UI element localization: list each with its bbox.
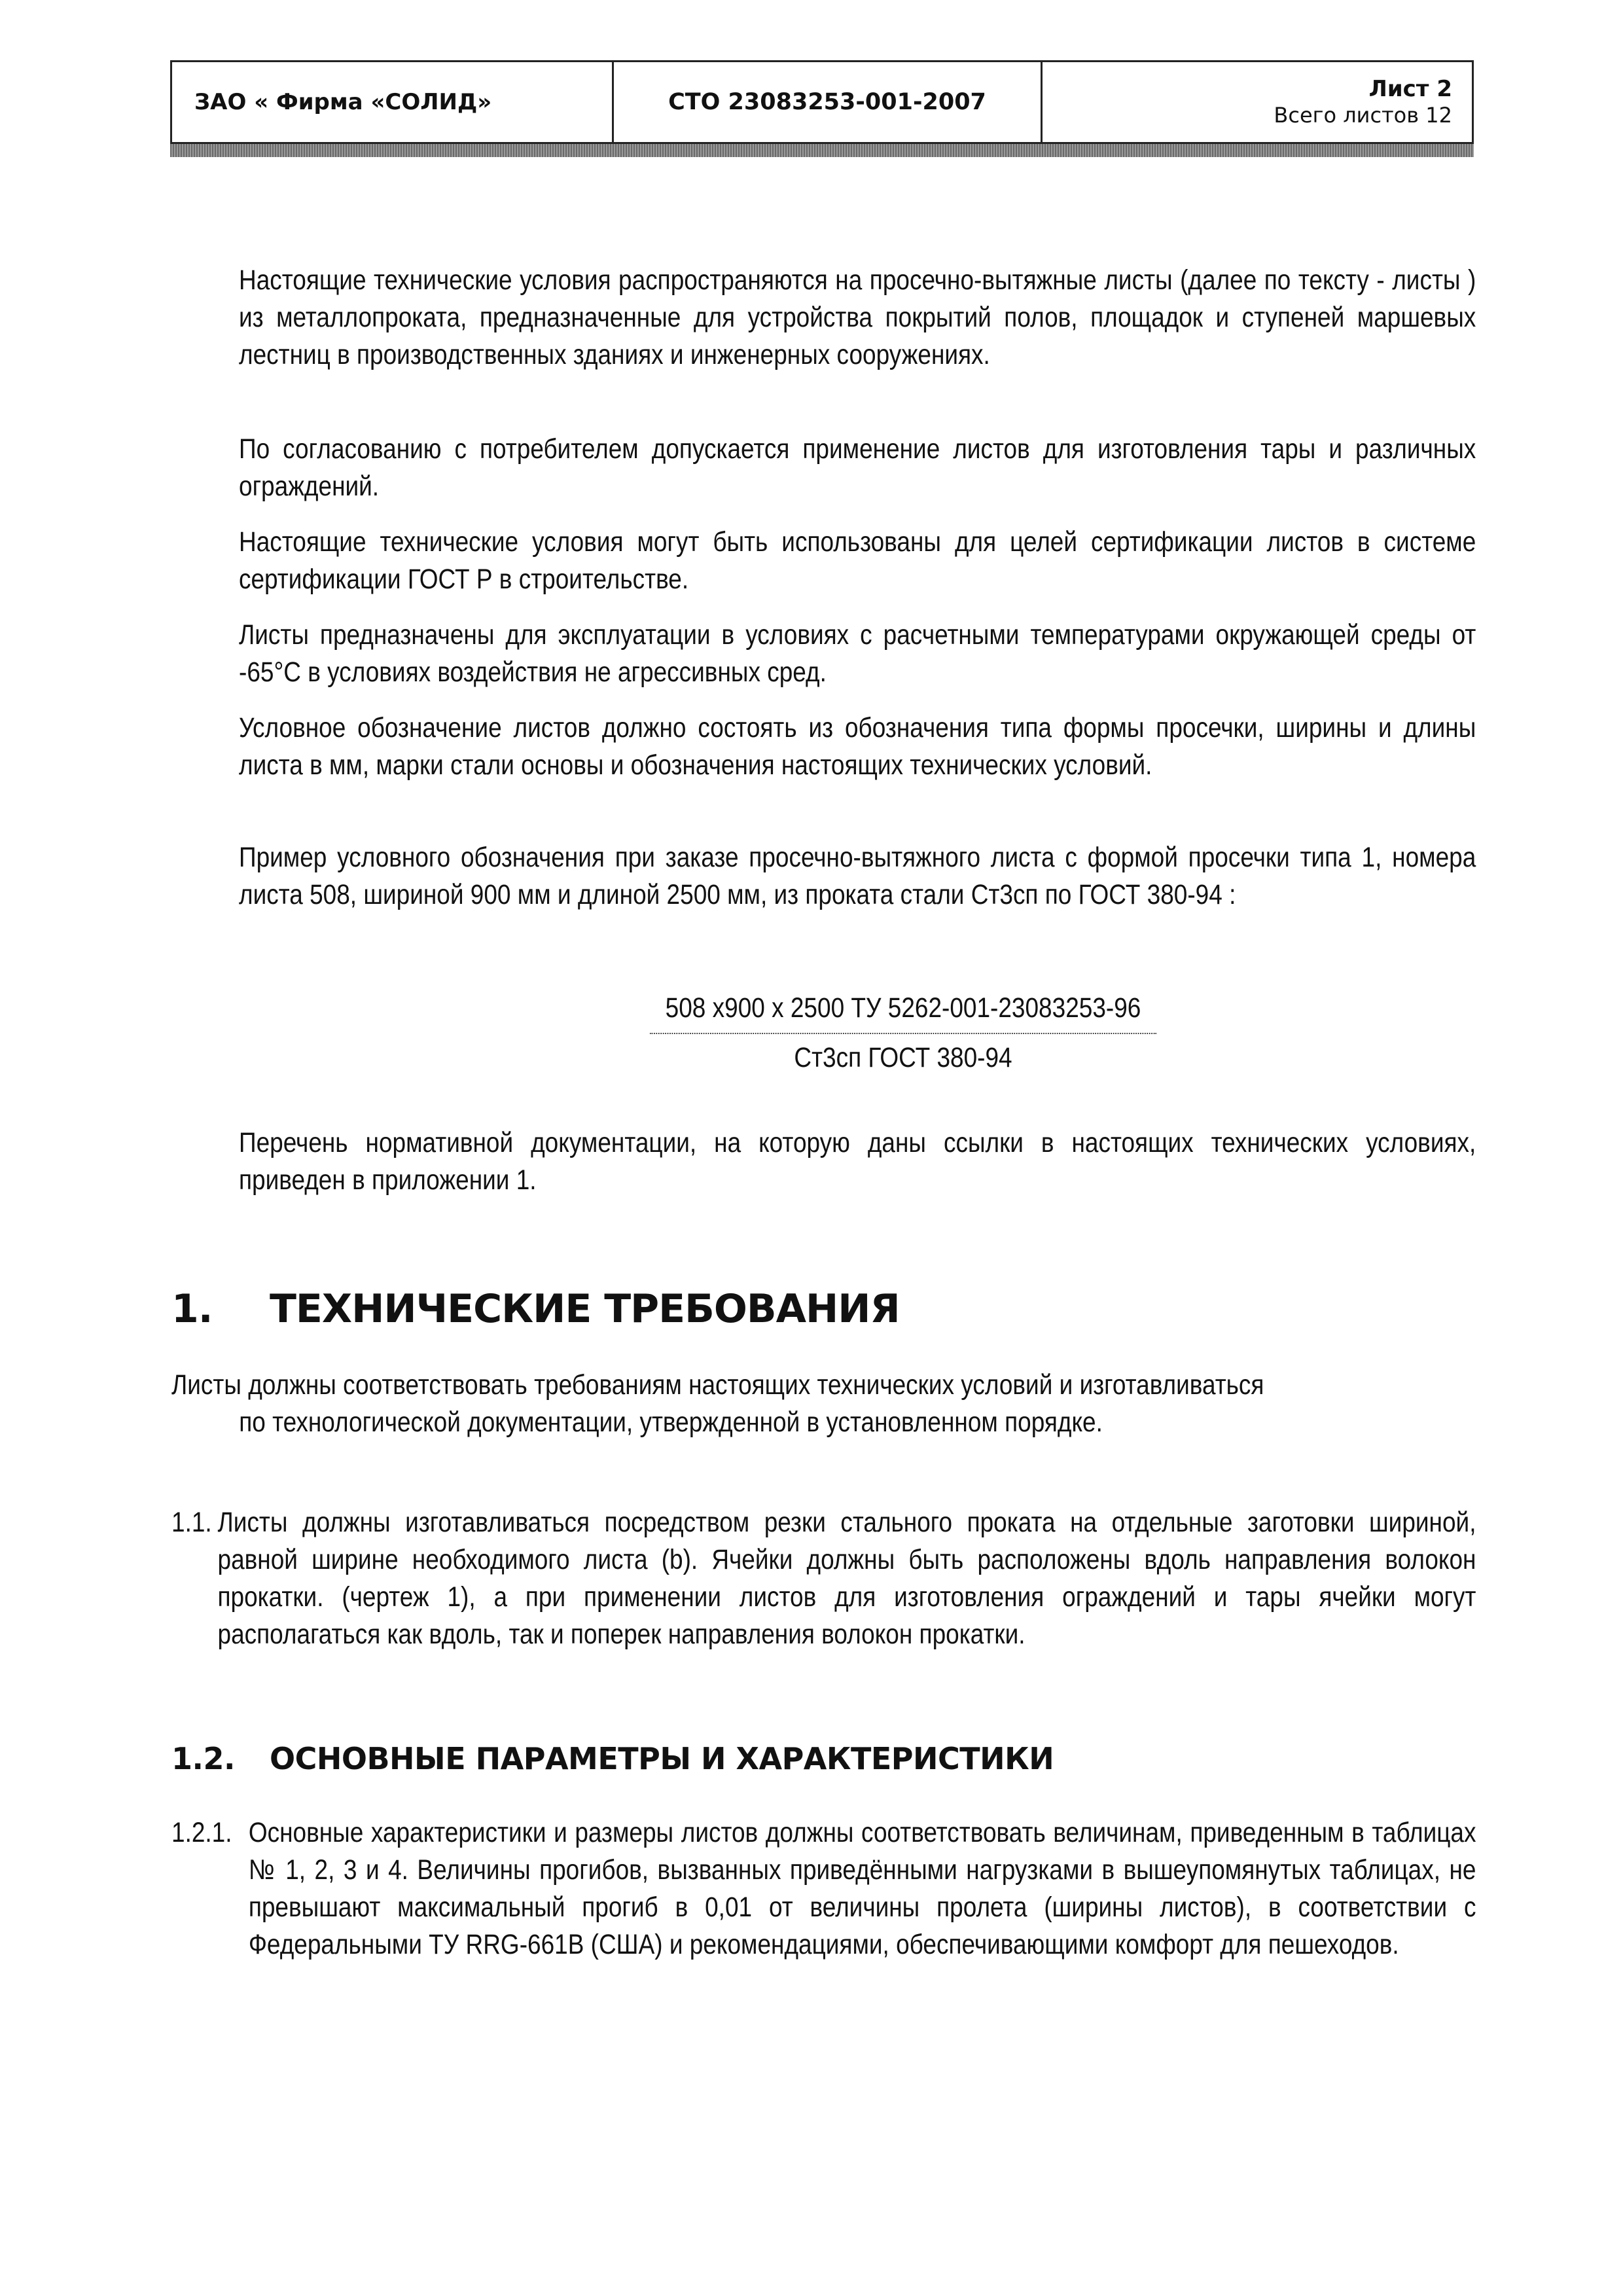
section-1-title: ТЕХНИЧЕСКИЕ ТРЕБОВАНИЯ <box>270 1286 900 1332</box>
intro-paragraph-5: Условное обозначение листов должно состоять из обозначения типа формы просечки, ширины и длины листа в мм, марки стали основы и обозначения настоящих технических условий. <box>239 712 1476 781</box>
item-1-2-1-number: 1.2.1. <box>171 1817 232 1848</box>
section-1-lead <box>171 1367 1476 1441</box>
sheet-info <box>1043 62 1472 142</box>
intro-paragraph-4: Листы предназначены для эксплуатации в условиях с расчетными температурами окружающей среды от -65°С в условиях воздействия не агрессивных сред. <box>239 619 1476 688</box>
intro-paragraph-3: Настоящие технические условия могут быть использованы для целей сертификации листов в системе сертификации ГОСТ Р в строительстве. <box>239 526 1476 595</box>
item-1-1-number: 1.1. <box>171 1507 212 1538</box>
total-sheets: Всего листов 12 <box>1274 103 1452 128</box>
formula-denominator: Ст3сп ГОСТ 380-94 <box>794 1042 1012 1073</box>
section-1-lead-rest: по технологической документации, утвержденной в установленном порядке. <box>239 1407 1103 1438</box>
section-1-2-number: 1.2. <box>171 1741 235 1776</box>
intro-paragraph-2: По согласованию с потребителем допускается применение листов для изготовления тары и различных ограждений. <box>239 433 1476 502</box>
standard-number: СТО 23083253-001-2007 <box>614 62 1043 142</box>
header-underline-band <box>170 144 1474 157</box>
section-1-number: 1. <box>171 1286 213 1332</box>
item-1-1 <box>171 1504 1476 1653</box>
section-1-2-heading <box>171 1741 1054 1776</box>
company-name: ЗАО « Фирма «СОЛИД» <box>172 62 614 142</box>
item-1-2-1 <box>171 1814 1476 1964</box>
sheet-number: Лист 2 <box>1368 76 1452 102</box>
section-1-2-title: ОСНОВНЫЕ ПАРАМЕТРЫ И ХАРАКТЕРИСТИКИ <box>270 1741 1054 1776</box>
page-header <box>170 60 1474 144</box>
item-1-1-text: Листы должны изготавливаться посредством резки стального проката на отдельные заготовки шириной, равной ширине необходимого листа (b). Ячейки должны быть расположены вдоль направления волокон прокатки. (чертеж 1), а при применении листов для изготовления ограждений и тары ячейки могут располагаться как вдоль, так и поперек направления волокон прокатки. <box>217 1507 1476 1650</box>
intro-paragraph-6: Пример условного обозначения при заказе просечно-вытяжного листа с формой просечки типа 1, номера листа 508, шириной 900 мм и длиной 2500 мм, из проката стали Ст3сп по ГОСТ 380-94 : <box>239 842 1476 910</box>
section-1-heading <box>171 1286 900 1332</box>
section-1-lead-first: Листы должны соответствовать требованиям настоящих технических условий и изготавливаться <box>171 1369 1264 1401</box>
intro-paragraph-7: Перечень нормативной документации, на которую даны ссылки в настоящих технических условиях, приведен в приложении 1. <box>239 1127 1476 1196</box>
designation-formula <box>609 988 1198 1077</box>
formula-numerator: 508 х900 х 2500 ТУ 5262-001-23083253-96 <box>650 988 1156 1034</box>
item-1-2-1-text: Основные характеристики и размеры листов должны соответствовать величинам, приведенным в таблицах № 1, 2, 3 и 4. Величины прогибов, вызванных приведёнными нагрузками в вышеупомянутых таблицах, не превышают максимальный прогиб в 0,01 от величины пролета (ширины листов), в соответствии с Федеральными ТУ RRG-661B (США) и рекомендациями, обеспечивающими комфорт для пешеходов. <box>248 1817 1476 1960</box>
intro-paragraph-1: Настоящие технические условия распространяются на просечно-вытяжные листы (далее по тексту - листы ) из металлопроката, предназначенные для устройства покрытий полов, площадок и ступеней маршевых лестниц в производственных зданиях и инженерных сооружениях. <box>239 264 1476 370</box>
